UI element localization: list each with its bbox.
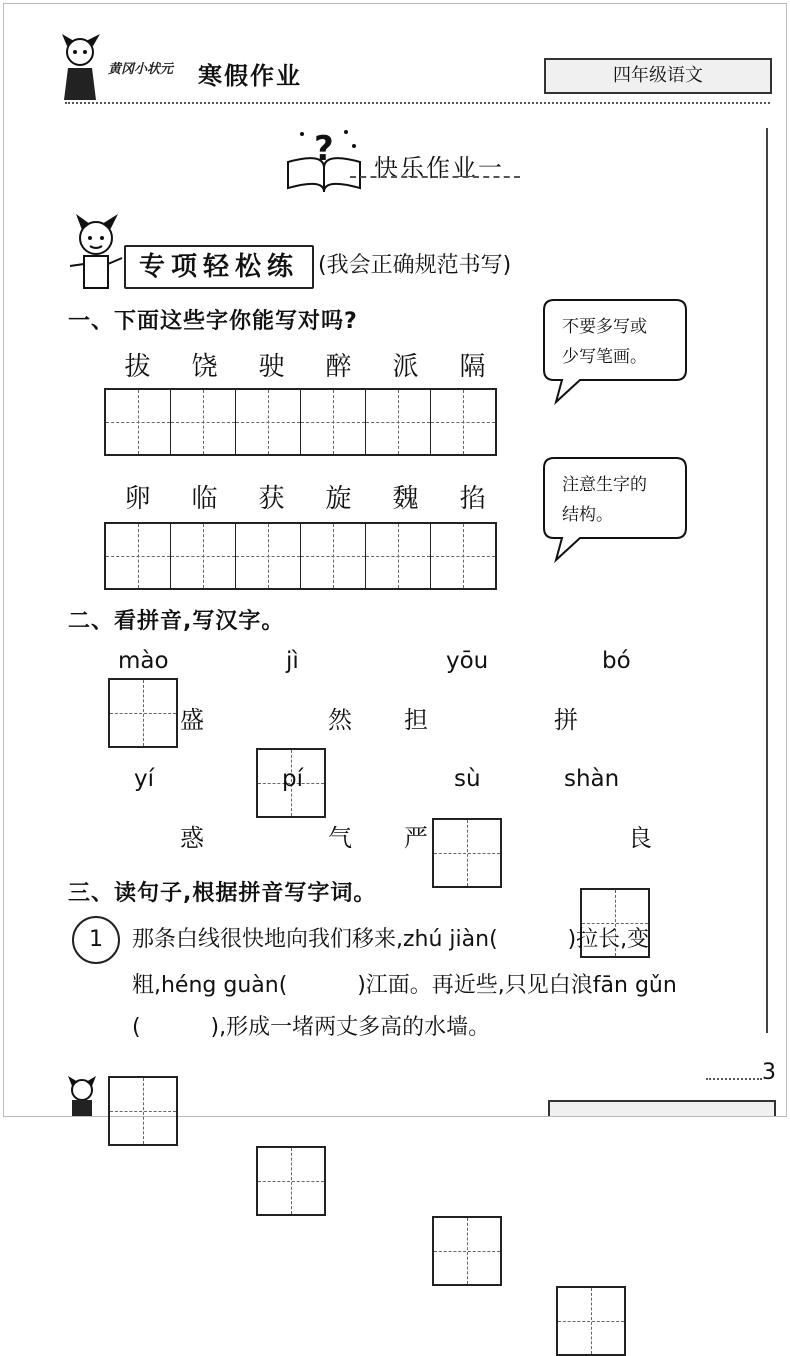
- tip-line: 不要多写或: [562, 317, 647, 337]
- header-divider: [65, 102, 770, 104]
- writing-cell[interactable]: [236, 524, 301, 588]
- given-char: 气: [328, 824, 352, 852]
- tip-text-2: [562, 470, 647, 530]
- book-question-icon: [284, 122, 364, 194]
- header-title: 寒假作业: [198, 62, 302, 90]
- footer-mascot-icon: [66, 1072, 186, 1116]
- writing-cell[interactable]: [301, 524, 366, 588]
- writing-grid-1[interactable]: [104, 388, 497, 456]
- given-char: 然: [328, 706, 352, 734]
- pinyin-label: bó: [602, 648, 631, 674]
- char-item: 隔: [459, 352, 486, 382]
- pinyin-label: pí: [282, 766, 303, 792]
- cartoon-mascot-icon: [58, 30, 104, 102]
- student-mascot-icon: [66, 208, 126, 294]
- pinyin-label: sù: [454, 766, 481, 792]
- pinyin-label: mào: [118, 648, 169, 674]
- writing-cell[interactable]: [106, 390, 171, 454]
- pinyin-label: yōu: [446, 648, 489, 674]
- section-title-underline: [350, 176, 520, 178]
- char-item: 获: [258, 484, 285, 514]
- section-title: 快乐作业一: [374, 154, 504, 182]
- tip-line: 少写笔画。: [562, 347, 647, 367]
- answer-box[interactable]: [556, 1286, 626, 1356]
- writing-cell[interactable]: [106, 524, 171, 588]
- tip-line: 注意生字的: [562, 475, 647, 495]
- banner-subtitle: (我会正确规范书写): [318, 253, 512, 278]
- char-item: 旋: [325, 484, 352, 514]
- writing-cell[interactable]: [431, 390, 495, 454]
- right-margin-rule: [766, 128, 768, 1033]
- part1-char-row-1: [104, 346, 506, 383]
- practice-banner: 专项轻松练: [124, 245, 314, 289]
- part1-char-row-2: [104, 478, 506, 515]
- tip-line: 结构。: [562, 505, 613, 525]
- writing-cell[interactable]: [366, 390, 431, 454]
- answer-box[interactable]: [256, 1146, 326, 1216]
- answer-box[interactable]: [108, 678, 178, 748]
- given-char: 惑: [180, 824, 204, 852]
- char-item: 临: [191, 484, 218, 514]
- answer-box[interactable]: [432, 818, 502, 888]
- char-item: 派: [392, 352, 419, 382]
- char-item: 拔: [124, 352, 151, 382]
- pinyin-label: yí: [134, 766, 155, 792]
- footer-dots: [706, 1078, 762, 1080]
- writing-cell[interactable]: [171, 524, 236, 588]
- char-item: 饶: [191, 352, 218, 382]
- part3-heading: 三、读句子,根据拼音写字词。: [68, 881, 377, 906]
- char-item: 掐: [459, 484, 486, 514]
- item-number-badge: 1: [72, 916, 120, 964]
- given-char: 良: [628, 824, 652, 852]
- char-item: 卵: [124, 484, 151, 514]
- pinyin-label: jì: [286, 648, 299, 674]
- given-char: 严: [404, 824, 428, 852]
- writing-cell[interactable]: [236, 390, 301, 454]
- brand-logo-text: 黄冈小状元: [108, 62, 174, 77]
- sentence-line-2: 粗,héng guàn( )江面。再近些,只见白浪fān gǔn: [132, 973, 677, 998]
- char-item: 醉: [325, 352, 352, 382]
- writing-cell[interactable]: [301, 390, 366, 454]
- footer-box: [548, 1100, 776, 1116]
- tip-text-1: [562, 312, 647, 372]
- given-char: 拼: [554, 706, 578, 734]
- sentence-line-1: 那条白线很快地向我们移来,zhú jiàn( )拉长,变: [132, 927, 650, 952]
- sentence-line-3: ( ),形成一堵两丈多高的水墙。: [132, 1015, 491, 1040]
- given-char: 担: [404, 706, 428, 734]
- page-number: 3: [762, 1060, 776, 1085]
- writing-cell[interactable]: [431, 524, 495, 588]
- pinyin-label: shàn: [564, 766, 620, 792]
- writing-cell[interactable]: [366, 524, 431, 588]
- grade-label: 四年级语文: [544, 58, 772, 94]
- char-item: 魏: [392, 484, 419, 514]
- writing-cell[interactable]: [171, 390, 236, 454]
- writing-grid-2[interactable]: [104, 522, 497, 590]
- part2-heading: 二、看拼音,写汉字。: [68, 609, 285, 634]
- svg-text:?: ?: [314, 129, 334, 169]
- answer-box[interactable]: [432, 1216, 502, 1286]
- given-char: 盛: [180, 706, 204, 734]
- char-item: 驶: [258, 352, 285, 382]
- part1-heading: 一、下面这些字你能写对吗?: [68, 309, 358, 334]
